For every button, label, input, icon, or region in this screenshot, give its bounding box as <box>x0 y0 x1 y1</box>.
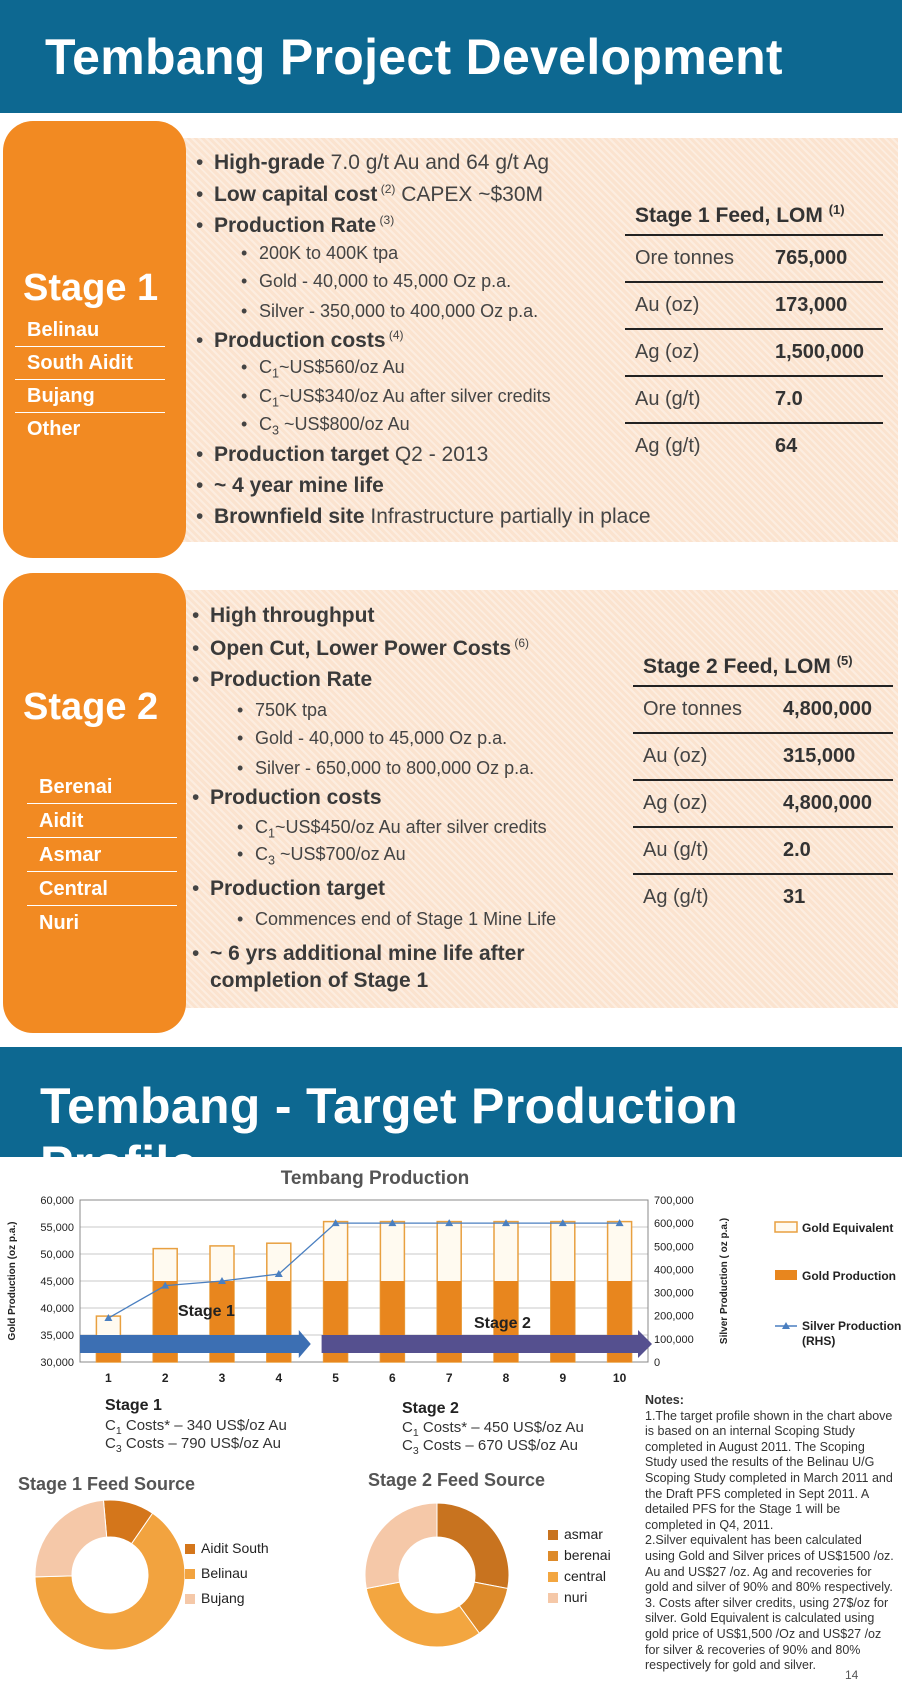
bullet-text: 200K to 400K tpa <box>259 243 399 263</box>
production-chart <box>0 1160 902 1420</box>
legend-item <box>548 1589 587 1605</box>
sub-bullet: • Commences end of Stage 1 Mine Life <box>237 909 557 929</box>
row-value: 31 <box>783 886 806 908</box>
bullet-bold: ~ 4 year mine life <box>214 474 384 497</box>
deposit-item: Bujang <box>15 380 165 413</box>
legend-swatch <box>185 1594 195 1604</box>
x-tick-label: 3 <box>218 1371 226 1385</box>
row-value: 4,800,000 <box>773 686 893 733</box>
legend-item <box>548 1526 603 1542</box>
feed-table-title: Stage 2 Feed, LOM $^{(5)}$ <box>633 647 893 686</box>
stage2-c3-cost: $C_3$ Costs – 670 US$/oz Au <box>402 1437 578 1457</box>
header-banner <box>0 0 902 113</box>
bullet-text: $C_3$ ~US$700/oz Au <box>255 844 406 868</box>
stage1-feed-donut <box>20 1500 210 1650</box>
legend-label: Belinau <box>201 1565 248 1581</box>
x-tick-label: 4 <box>275 1371 283 1385</box>
bullet-bold: Production Rate <box>210 668 373 691</box>
stage2-feed-donut <box>352 1500 522 1650</box>
page-title: Tembang Project Development <box>45 29 783 85</box>
deposit-item: South Aidit <box>15 347 165 380</box>
y-tick-label: 60,000 <box>40 1195 74 1207</box>
bullet: • Production costs $^{(4)}$ <box>196 328 404 352</box>
bullet: • ~ 6 yrs additional mine life after <box>192 942 525 965</box>
bullet-text: Silver - 350,000 to 400,000 Oz p.a. <box>259 301 539 321</box>
table-row <box>633 874 893 920</box>
y-tick-label: 40,000 <box>40 1303 74 1315</box>
row-label: Au (oz) <box>625 282 765 329</box>
bullet-text: $C_1\sim US\$560/oz$ Au <box>259 357 405 381</box>
legend-item <box>185 1565 248 1581</box>
bullet-bold: Open Cut, Lower Power Costs <box>210 637 512 660</box>
table-row <box>633 780 893 827</box>
row-label: Ore tonnes <box>633 686 773 733</box>
row-value: 1,500,000 <box>765 329 883 376</box>
bullet-footnote: (4) <box>385 328 404 342</box>
bullet-text: Silver - 650,000 to 800,000 Oz p.a. <box>255 758 535 778</box>
x-tick-label: 6 <box>389 1371 396 1385</box>
row-value: 765,000 <box>765 235 883 282</box>
bullet-text: Infrastructure partially in place <box>364 505 651 528</box>
y2-tick-label: 700,000 <box>654 1195 694 1207</box>
bullet-text: 750K tpa <box>255 700 328 720</box>
row-value: 315,000 <box>773 733 893 780</box>
deposit-item: Other <box>27 418 81 440</box>
stage1-c3-cost: $C_3$ Costs – 790 US$/oz Au <box>105 1435 281 1455</box>
bullet-bold: High throughput <box>210 604 375 627</box>
legend-swatch <box>185 1569 195 1579</box>
note-paragraph: 1.The target profile shown in the chart above is based on an internal Scoping Study completed in August 2011. The Scoping Study used the results of the Belinau U/G Scoping Study completed in March 2011 and the Draft PFS completed in Sept 2011. A detailed PFS for the Stage 1 will be completed in Q4, 2011. <box>645 1408 893 1532</box>
stage2-deposit-list <box>27 770 177 940</box>
deposit-item: Aidit <box>27 804 177 838</box>
notes-heading: Notes: <box>645 1393 684 1407</box>
feed-table-title: Stage 1 Feed, LOM $^{(1)}$ <box>625 196 883 235</box>
row-value: 64 <box>775 435 798 457</box>
stage1-c1-cost: $C_1$ Costs* – 340 US$/oz Au <box>105 1417 287 1437</box>
legend-swatch <box>548 1593 558 1603</box>
bullet-bold: Production target <box>214 443 390 466</box>
bullet-text: $C_1\sim US\$340/oz$ Au after silver credits <box>259 386 551 410</box>
bullet-text: Q2 - 2013 <box>389 443 489 466</box>
legend-label: Gold Production <box>802 1269 896 1283</box>
row-label: Au (g/t) <box>633 827 773 874</box>
stage1-annotation: Stage 1 <box>178 1303 235 1320</box>
bullet-bold: Production target <box>210 877 386 900</box>
row-value: 4,800,000 <box>773 780 893 827</box>
sub-bullet: • $C_1\sim US\$340/oz$ Au after silver credits <box>241 386 551 410</box>
deposit-item: Belinau <box>15 314 165 347</box>
bullet: • Production target <box>192 877 386 900</box>
bullet: • ~ 4 year mine life <box>196 474 384 497</box>
deposit-item: Central <box>27 872 177 906</box>
bullet: • High throughput <box>192 604 375 627</box>
bullet-bold: Low capital cost <box>214 183 378 206</box>
bullet: • Brownfield site Infrastructure partially in place <box>196 505 651 528</box>
legend-swatch <box>548 1551 558 1561</box>
y2-tick-label: 400,000 <box>654 1264 694 1277</box>
row-value: 173,000 <box>765 282 883 329</box>
stage1-cost-label: Stage 1 <box>105 1397 162 1414</box>
table-row <box>625 376 883 423</box>
section-title: Tembang - Target Production Profile <box>40 1078 738 1192</box>
row-label: Au (g/t) <box>625 376 765 423</box>
bullet-text: $C_1\sim US\$450/oz$ Au after silver credits <box>255 817 547 841</box>
x-tick-label: 5 <box>332 1371 339 1385</box>
table-row <box>633 733 893 780</box>
sub-bullet: • Gold - 40,000 to 45,000 Oz p.a. <box>237 728 508 748</box>
table-row <box>625 235 883 282</box>
sub-bullet: • $C_1\sim US\$560/oz$ Au <box>241 357 405 381</box>
table-row <box>633 827 893 874</box>
notes <box>645 1393 895 1674</box>
sub-bullet: • Silver - 650,000 to 800,000 Oz p.a. <box>237 758 535 778</box>
deposit-item: Asmar <box>27 838 177 872</box>
bullet-footnote: (2) <box>377 182 396 196</box>
sub-bullet: • 200K to 400K tpa <box>241 243 399 263</box>
donut-slice <box>366 1582 479 1647</box>
stage2-c1-cost: $C_1$ Costs* – 450 US$/oz Au <box>402 1419 584 1439</box>
note-paragraph: 3. Costs after silver credits, using 27$/oz for silver. Gold Equivalent is calculated using gold price of US$1,500 /Oz and US$27 /oz for silver & recoveries of 90% and 80% respectively for gold and silver. <box>645 1595 889 1673</box>
legend-swatch <box>185 1544 195 1554</box>
bullet: • Production costs <box>192 786 382 809</box>
donut-slice <box>35 1500 107 1577</box>
sub-bullet: • Gold - 40,000 to 45,000 Oz p.a. <box>241 271 512 291</box>
y2-tick-label: 100,000 <box>654 1333 694 1346</box>
row-label: Ag (g/t) <box>643 886 709 908</box>
bullet-bold: completion of Stage 1 <box>210 969 429 992</box>
bullet: • Low capital cost $^{(2)}$ CAPEX ~$30M <box>196 182 544 206</box>
legend-item <box>185 1590 245 1606</box>
legend-label: Aidit South <box>201 1540 269 1556</box>
legend-label: Gold Equivalent <box>802 1221 894 1235</box>
bullet-footnote: (3) <box>376 213 395 227</box>
row-label: Au (oz) <box>633 733 773 780</box>
stage2-sidebar <box>3 573 186 1033</box>
bullet-text: Gold - 40,000 to 45,000 Oz p.a. <box>259 271 512 291</box>
legend-swatch-gold-production <box>775 1270 797 1280</box>
legend-item <box>548 1568 606 1584</box>
y2-tick-label: 0 <box>654 1357 661 1369</box>
legend-label: berenai <box>564 1547 611 1563</box>
stage1-title: Stage 1 <box>23 267 159 309</box>
legend-swatch <box>548 1530 558 1540</box>
bullet-bold: High-grade <box>214 151 325 174</box>
row-label: Ag (oz) <box>633 780 773 827</box>
sub-bullet: • $C_1\sim US\$450/oz$ Au after silver credits <box>237 817 547 841</box>
x-tick-label: 1 <box>105 1371 112 1385</box>
row-label: Ore tonnes <box>625 235 765 282</box>
y2-axis-label: Silver Production ( oz p.a.) <box>719 1217 730 1345</box>
bullet-bold: Production costs <box>210 786 382 809</box>
bullet-bold: Production costs <box>214 329 386 352</box>
y-tick-label: 50,000 <box>40 1249 74 1261</box>
bullet: • Production target Q2 - 2013 <box>196 443 489 466</box>
legend-item <box>185 1540 269 1556</box>
legend-item <box>548 1547 611 1563</box>
stage1-sidebar <box>3 121 186 558</box>
sub-bullet: • $C_3$ ~US$700/oz Au <box>237 844 406 868</box>
legend-label: central <box>564 1568 607 1584</box>
legend-swatch <box>548 1572 558 1582</box>
page-number: 14 <box>845 1668 859 1682</box>
y-tick-label: 55,000 <box>40 1222 74 1234</box>
bullet-text: Gold - 40,000 to 45,000 Oz p.a. <box>255 728 508 748</box>
stage2-feed-table <box>633 647 893 920</box>
x-tick-label: 7 <box>445 1371 453 1385</box>
bullet-bold: ~ 6 yrs additional mine life after <box>210 942 525 965</box>
table-row <box>625 282 883 329</box>
x-tick-label: 9 <box>559 1371 567 1385</box>
bullet-bold: Production Rate <box>214 214 377 237</box>
table-row <box>633 686 893 733</box>
chart-title: Tembang Production <box>280 1168 470 1189</box>
y-axis-label: Gold Production (oz p.a.) <box>7 1221 18 1341</box>
note-paragraph: 2.Silver equivalent has been calculated using Gold and Silver prices of US$1500 /oz. Au and US$27 /oz. Ag and recoveries for gold and silver of 90% and 80% respectively. <box>645 1533 894 1595</box>
stage1-deposit-list <box>15 314 165 446</box>
bullet-text: $C_3$ ~US$800/oz Au <box>259 414 410 438</box>
bullet-text: CAPEX ~$30M <box>395 183 544 206</box>
donut-slice <box>365 1503 437 1588</box>
bullet-footnote: (6) <box>511 636 530 650</box>
bullet: • Production Rate <box>192 668 373 691</box>
stage2-annotation: Stage 2 <box>474 1315 531 1332</box>
x-tick-label: 2 <box>161 1371 169 1385</box>
y2-tick-label: 500,000 <box>654 1241 694 1254</box>
pie2-title: Stage 2 Feed Source <box>368 1470 546 1490</box>
row-value: 7.0 <box>765 376 883 423</box>
bullet-bold: Brownfield site <box>214 505 365 528</box>
legend-label: Silver Production <box>802 1319 902 1333</box>
sub-bullet: • 750K tpa <box>237 700 328 720</box>
y2-tick-label: 300,000 <box>654 1287 694 1300</box>
deposit-item: Nuri <box>39 912 79 934</box>
table-row <box>625 329 883 376</box>
bullet-text: 7.0 g/t Au and 64 g/t Ag <box>324 151 550 174</box>
y2-tick-label: 600,000 <box>654 1218 694 1231</box>
legend-label: asmar <box>564 1526 603 1542</box>
y-tick-label: 30,000 <box>40 1357 74 1369</box>
stage2-cost-label: Stage 2 <box>402 1400 459 1417</box>
pie1-title: Stage 1 Feed Source <box>18 1474 196 1494</box>
x-tick-label: 8 <box>502 1371 510 1385</box>
stage2-title: Stage 2 <box>23 686 159 728</box>
deposit-item: Berenai <box>27 770 177 804</box>
bullet <box>192 969 428 993</box>
sub-bullet: • $C_3$ ~US$800/oz Au <box>241 414 410 438</box>
legend-label: (RHS) <box>802 1334 836 1348</box>
donut-slice <box>437 1503 509 1588</box>
y2-tick-label: 200,000 <box>654 1310 694 1323</box>
y-tick-label: 45,000 <box>40 1276 74 1288</box>
legend-label: nuri <box>564 1589 588 1605</box>
bullet: • High-grade 7.0 g/t Au and 64 g/t Ag <box>196 151 550 174</box>
row-value: 2.0 <box>773 827 893 874</box>
row-label: Ag (oz) <box>625 329 765 376</box>
bullet: • Open Cut, Lower Power Costs $^{(6)}$ <box>192 636 530 660</box>
bullet: • Production Rate $^{(3)}$ <box>196 213 395 237</box>
legend-label: Bujang <box>201 1590 245 1606</box>
legend-swatch-gold-equivalent <box>775 1222 797 1232</box>
row-label: Ag (g/t) <box>635 435 701 457</box>
x-tick-label: 10 <box>612 1371 627 1385</box>
y-tick-label: 35,000 <box>40 1330 74 1342</box>
table-row <box>625 423 883 469</box>
sub-bullet: • Silver - 350,000 to 400,000 Oz p.a. <box>241 301 539 321</box>
stage2-arrow <box>322 1330 652 1358</box>
bullet-text: Commences end of Stage 1 Mine Life <box>255 909 557 929</box>
stage1-feed-table <box>625 196 883 469</box>
